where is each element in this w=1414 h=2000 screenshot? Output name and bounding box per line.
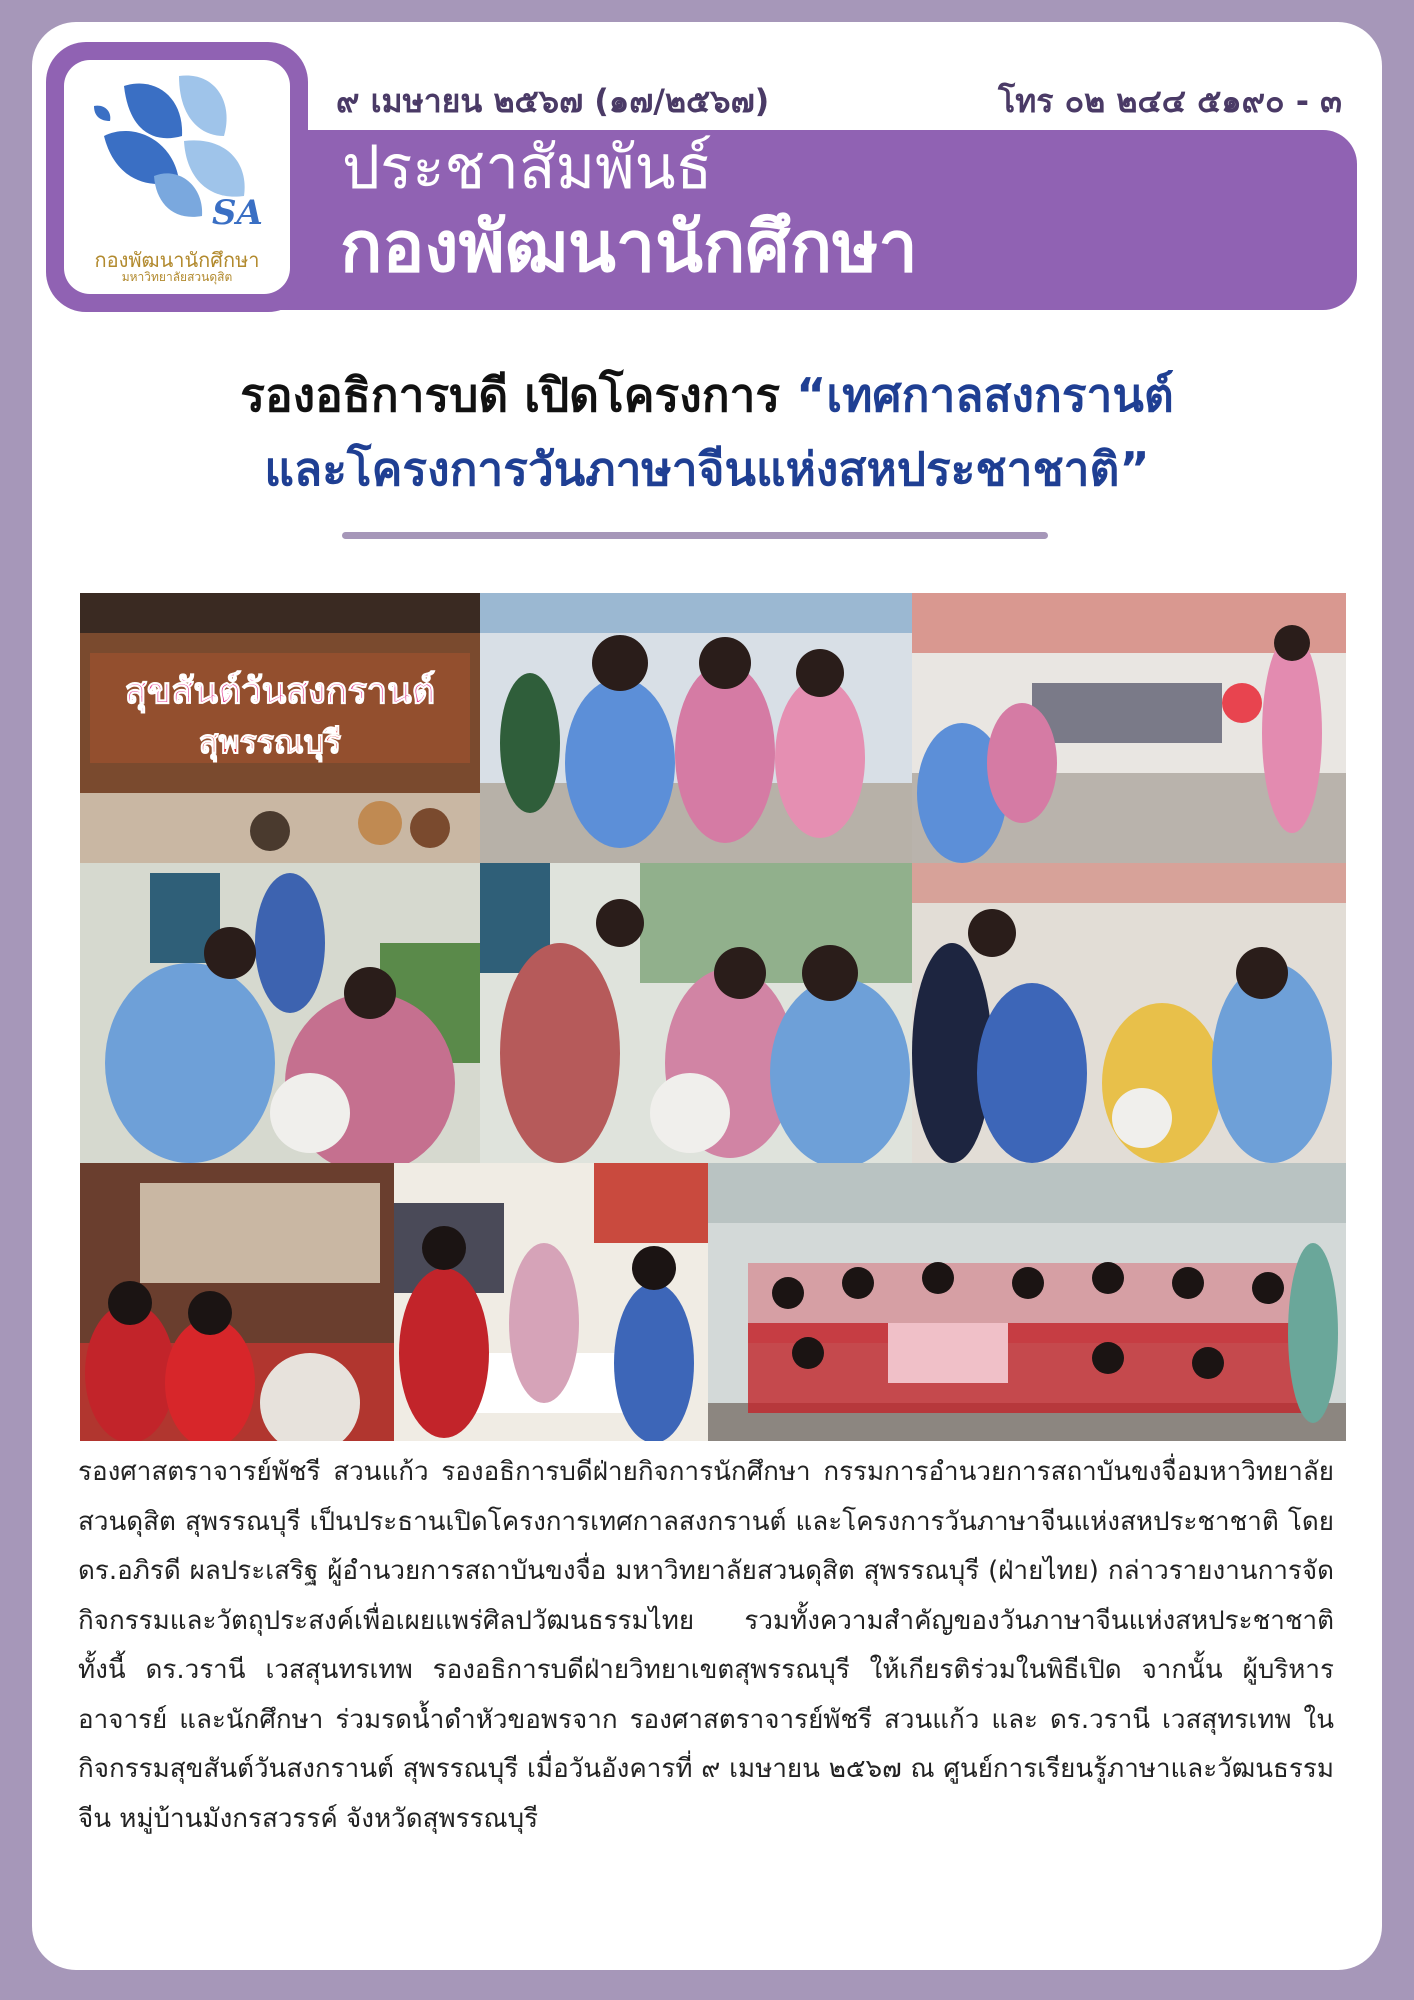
logo-frame [46,42,308,312]
photo-water-pouring-3 [912,863,1346,1163]
photo-guests-seated [480,593,912,863]
headline [32,358,1382,506]
newsletter-card [32,22,1382,1970]
logo-text-main: กองพัฒนานักศึกษา [94,248,260,272]
phone-number: โทร ๐๒ ๒๔๔ ๕๑๙๐ - ๓ [998,82,1342,120]
photo-water-pouring-2 [480,863,912,1163]
leaf-logo-icon [84,66,270,238]
logo-text-sub: มหาวิทยาลัยสวนดุสิต [121,270,233,284]
photo-students-crafting [80,1163,394,1441]
headline-line-1 [32,358,1382,432]
photo-classroom [394,1163,708,1441]
divider [342,532,1048,539]
issue-date: ๙ เมษายน ๒๕๖๗ (๑๗/๒๕๖๗) [336,82,770,120]
org-name: กองพัฒนานักศึกษา [340,206,918,288]
body-paragraph: รองศาสตราจารย์พัชรี สวนแก้ว รองอธิการบดีฝ่ายกิจการนักศึกษา กรรมการอำนวยการสถาบันขงจื่อมหาวิทยาลัยสวนดุสิต สุพรรณบุรี เป็นประธานเปิดโครงการเทศกาลสงกรานต์ และโครงการวันภาษาจีนแห่งสหประชาชาติ โดย ดร.อภิรดี ผลประเสริฐ ผู้อำนวยการสถาบันขงจื่อ มหาวิทยาลัยสวนดุสิต สุพรรณบุรี (ฝ่ายไทย) กล่าวรายงานการจัดกิจกรรมและวัตถุประสงค์เพื่อเผยแพร่ศิลปวัฒนธรรมไทย รวมทั้งความสำคัญของวันภาษาจีนแห่งสหประชาชาติ ทั้งนี้ ดร.วรานี เวสสุนทรเทพ รองอธิการบดีฝ่ายวิทยาเขตสุพรรณบุรี ให้เกียรติร่วมในพิธีเปิด จากนั้น ผู้บริหาร อาจารย์ และนักศึกษา ร่วมรดน้ำดำหัวขอพรจาก รองศาสตราจารย์พัชรี สวนแก้ว และ ดร.วรานี เวสสุทรเทพ ในกิจกรรมสุขสันต์วันสงกรานต์ สุพรรณบุรี เมื่อวันอังคารที่ ๙ เมษายน ๒๕๖๗ ณ ศูนย์การเรียนรู้ภาษาและวัฒนธรรมจีน หมู่บ้านมังกรสวรรค์ จังหวัดสุพรรณบุรี [78,1457,1334,1834]
logo [64,60,290,294]
svg-text:สุขสันต์วันสงกรานต์: สุขสันต์วันสงกรานต์ [124,671,436,712]
svg-text:SA: SA [212,193,263,233]
headline-line-2: และโครงการวันภาษาจีนแห่งสหประชาชาติ” [264,442,1150,496]
headline-plain: รองอธิการบดี เปิดโครงการ [240,368,797,422]
photo-speech [912,593,1346,863]
headline-accent-1: “เทศกาลสงกรานต์ [796,368,1174,422]
photo-songkran-banner [80,593,480,863]
photo-water-pouring-1 [80,863,480,1163]
photo-group [708,1163,1346,1441]
svg-text:สุพรรณบุรี: สุพรรณบุรี [198,723,342,761]
pr-label: ประชาสัมพันธ์ [342,133,713,203]
